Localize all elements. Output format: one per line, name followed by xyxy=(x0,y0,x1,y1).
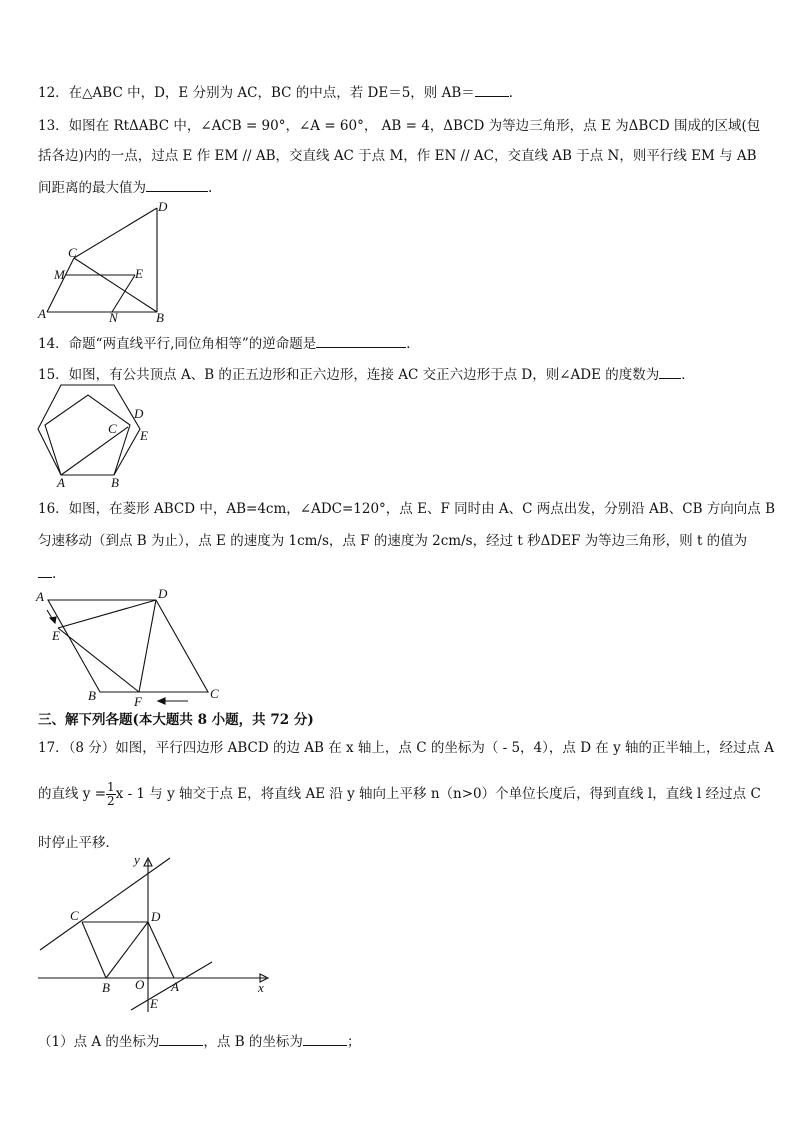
question-17-line2: 的直线 y = $\frac{1}{2}$ x - 1 与 y 轴交于点 E，将直线 AE 沿 y 轴向上平移 n（n>0）个单位长度后，得到直线 l，直线 l 经过点 C xyxy=(38,780,761,808)
segment-d-a xyxy=(148,922,174,978)
label-x: x xyxy=(258,980,264,995)
answer-blank-b[interactable] xyxy=(303,1031,347,1046)
answer-blank[interactable] xyxy=(475,82,509,97)
section-3-title: 三、解下列各题(本大题共 8 小题，共 72 分) xyxy=(38,712,314,728)
label-o: O xyxy=(135,977,145,992)
question-16-line2: 匀速移动（到点 B 为止），点 E 的速度为 1cm/s，点 F 的速度为 2cm/s，经过 t 秒ΔDEF 为等边三角形，则 t 的值为 xyxy=(38,533,748,549)
figure-q16 xyxy=(36,588,226,710)
question-13-line3: 间距离的最大值为 . xyxy=(38,177,764,197)
figure-q15 xyxy=(36,385,166,490)
answer-blank[interactable] xyxy=(146,177,208,192)
question-12: 12．在△ABC 中，D，E 分别为 AC，BC 的中点，若 DE＝5，则 AB＝ ． xyxy=(38,82,764,102)
label-a: A xyxy=(38,306,46,321)
label-b: B xyxy=(102,980,110,995)
question-15: 15．如图，有公共顶点 A、B 的正五边形和正六边形，连接 AC 交正六边形于点 D，则∠ADE 的度数为 ． xyxy=(38,364,764,384)
arrowhead-f xyxy=(158,698,165,704)
segment-c-d xyxy=(74,208,157,258)
label-c: C xyxy=(70,908,79,923)
segment-c-b xyxy=(82,922,106,978)
segment-c-b xyxy=(74,258,157,312)
rhombus-abcd xyxy=(48,600,208,692)
question-12-text: 12．在△ABC 中，D，E 分别为 AC，BC 的中点，若 DE＝5，则 AB＝ xyxy=(38,85,475,101)
label-d: D xyxy=(158,586,168,601)
label-e: E xyxy=(52,628,60,643)
segment-d-f xyxy=(139,600,156,692)
label-c: C xyxy=(210,686,219,701)
question-16-line3: . xyxy=(38,563,764,583)
segment-e-d xyxy=(58,600,156,628)
label-e: E xyxy=(135,266,143,281)
label-y: y xyxy=(134,852,140,867)
question-17-line1: 17．（8 分）如图，平行四边形 ABCD 的边 AB 在 x 轴上，点 C 的坐标为（ - 5，4），点 D 在 y 轴的正半轴上，经过点 A xyxy=(38,740,775,756)
question-16-line1: 16．如图，在菱形 ABCD 中，AB=4cm，∠ADC=120°，点 E、F 同时由 A、C 两点出发，分别沿 AB、CB 方向向点 B xyxy=(38,501,775,517)
line-l xyxy=(40,858,170,950)
label-a: A xyxy=(36,589,44,604)
label-d: D xyxy=(151,909,161,924)
label-f: F xyxy=(134,694,142,709)
label-a: A xyxy=(171,979,179,994)
label-b: B xyxy=(111,475,119,490)
label-n: N xyxy=(109,310,118,325)
figure-q13 xyxy=(38,199,170,325)
segment-e-f xyxy=(58,628,139,692)
question-14: 14．命题“两直线平行,同位角相等”的逆命题是 ． xyxy=(38,333,764,353)
label-b: B xyxy=(88,688,96,703)
label-e: E xyxy=(140,428,148,443)
label-c: C xyxy=(108,421,117,436)
answer-blank[interactable] xyxy=(38,563,52,578)
question-13-line2: 括各边)内的一点，过点 E 作 EM // AB，交直线 AC 于点 M，作 EN // AC，交直线 AB 于点 N，则平行线 EM 与 AB xyxy=(38,148,757,164)
question-17-line3: 时停止平移． xyxy=(38,835,119,851)
segment-e-n xyxy=(112,275,135,312)
label-b: B xyxy=(156,310,164,325)
answer-blank[interactable] xyxy=(316,333,406,348)
label-e: E xyxy=(150,996,158,1011)
label-d: D xyxy=(158,199,168,214)
label-a: A xyxy=(57,475,65,490)
figure-q17 xyxy=(36,852,276,1017)
question-17-sub1: （1）点 A 的坐标为 ，点 B 的坐标为 ； xyxy=(38,1031,764,1051)
arrowhead-e xyxy=(50,617,56,623)
fraction-one-half: $\frac{1}{2}$ xyxy=(107,780,115,808)
question-13-line1: 13．如图在 RtΔABC 中，∠ACB = 90°，∠A = 60°， AB = 4，ΔBCD 为等边三角形，点 E 为ΔBCD 围成的区域(包 xyxy=(38,118,761,134)
label-m: M xyxy=(54,267,65,282)
segment-b-d xyxy=(106,922,148,978)
answer-blank[interactable] xyxy=(659,364,681,379)
label-c: C xyxy=(68,245,77,260)
label-d: D xyxy=(134,406,144,421)
answer-blank-a[interactable] xyxy=(159,1031,203,1046)
